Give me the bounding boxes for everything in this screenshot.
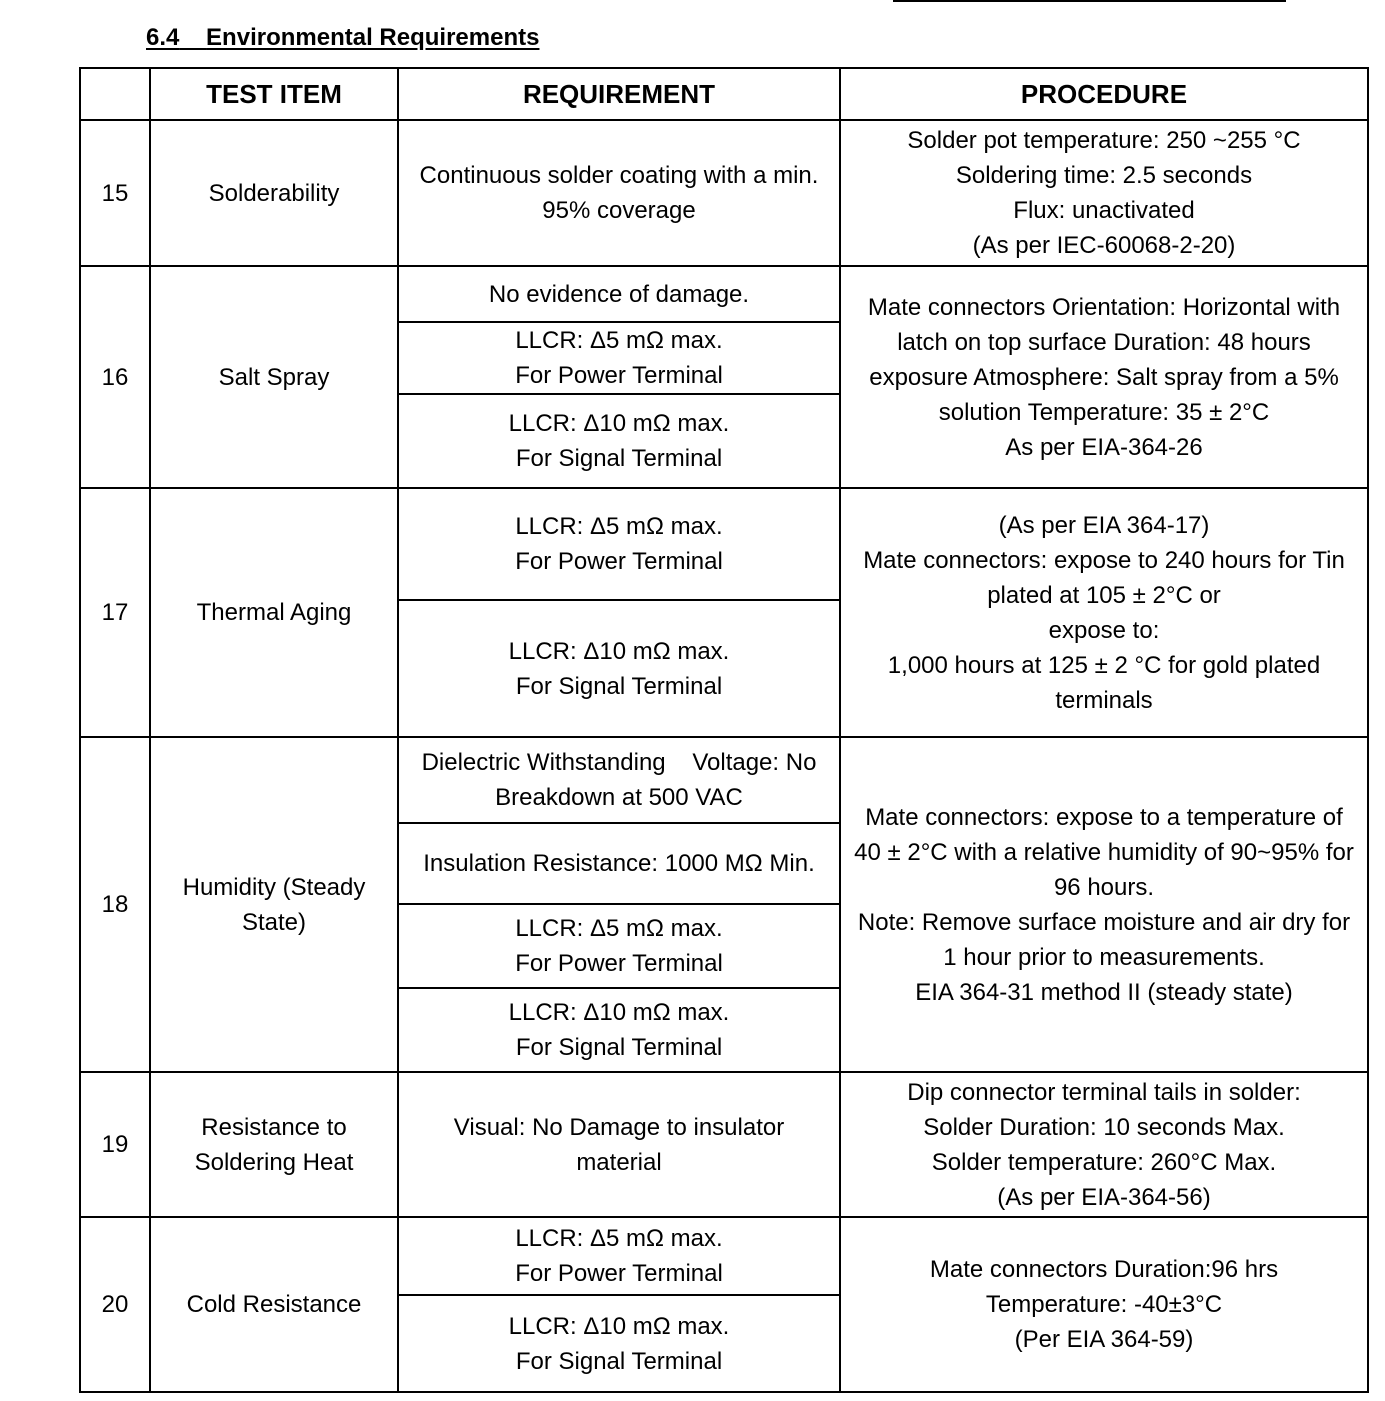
test-item: Thermal Aging: [150, 488, 398, 737]
requirement: LLCR: Δ5 mΩ max. For Power Terminal: [398, 904, 840, 988]
procedure: Mate connectors Duration:96 hrs Temperature: -40±3°C (Per EIA 364-59): [840, 1217, 1368, 1392]
header-requirement: REQUIREMENT: [398, 68, 840, 120]
table-row: [80, 1072, 1368, 1217]
procedure: Dip connector terminal tails in solder: Solder Duration: 10 seconds Max. Solder temperature: 260°C Max. (As per EIA-364-56): [840, 1072, 1368, 1217]
test-item: Solderability: [150, 120, 398, 266]
test-item: Resistance to Soldering Heat: [150, 1072, 398, 1217]
header-row: [80, 68, 1368, 120]
row-number: 18: [80, 737, 150, 1072]
header-test-item: TEST ITEM: [150, 68, 398, 120]
row-number: 20: [80, 1217, 150, 1392]
table-row: [80, 120, 1368, 266]
section-title-text: Environmental Requirements: [206, 24, 540, 51]
procedure: Mate connectors Orientation: Horizontal with latch on top surface Duration: 48 hours exposure Atmosphere: Salt spray from a 5% solution Temperature: 35 ± 2°C As per EIA-364-26: [840, 266, 1368, 488]
requirement: LLCR: Δ5 mΩ max. For Power Terminal: [398, 322, 840, 394]
section-title: [146, 24, 539, 52]
section-number: 6.4: [146, 24, 180, 51]
requirement: LLCR: Δ5 mΩ max. For Power Terminal: [398, 488, 840, 600]
requirement: Visual: No Damage to insulator material: [398, 1072, 840, 1217]
requirement: LLCR: Δ5 mΩ max. For Power Terminal: [398, 1217, 840, 1295]
test-item: Cold Resistance: [150, 1217, 398, 1392]
requirement: Continuous solder coating with a min. 95% coverage: [398, 120, 840, 266]
environmental-requirements-table: [79, 67, 1369, 1393]
requirement: LLCR: Δ10 mΩ max. For Signal Terminal: [398, 394, 840, 488]
procedure: (As per EIA 364-17) Mate connectors: expose to 240 hours for Tin plated at 105 ± 2°C or expose to: 1,000 hours at 125 ± 2 °C for gold plated terminals: [840, 488, 1368, 737]
requirement: LLCR: Δ10 mΩ max. For Signal Terminal: [398, 1295, 840, 1392]
top-rule: [893, 0, 1286, 2]
table-row: [80, 1217, 1368, 1295]
row-number: 15: [80, 120, 150, 266]
test-item: Humidity (Steady State): [150, 737, 398, 1072]
table-row: [80, 266, 1368, 322]
row-number: 17: [80, 488, 150, 737]
table-row: [80, 737, 1368, 823]
procedure: Mate connectors: expose to a temperature of 40 ± 2°C with a relative humidity of 90~95% for 96 hours. Note: Remove surface moisture and air dry for 1 hour prior to measurements. EIA 364-31 method II (steady state): [840, 737, 1368, 1072]
row-number: 19: [80, 1072, 150, 1217]
requirement: No evidence of damage.: [398, 266, 840, 322]
requirement: LLCR: Δ10 mΩ max. For Signal Terminal: [398, 600, 840, 737]
procedure: Solder pot temperature: 250 ~255 °C Soldering time: 2.5 seconds Flux: unactivated (As per IEC-60068-2-20): [840, 120, 1368, 266]
row-number: 16: [80, 266, 150, 488]
table-row: [80, 488, 1368, 600]
requirement: LLCR: Δ10 mΩ max. For Signal Terminal: [398, 988, 840, 1072]
requirement: Dielectric Withstanding Voltage: No Breakdown at 500 VAC: [398, 737, 840, 823]
test-item: Salt Spray: [150, 266, 398, 488]
header-no: [80, 68, 150, 120]
requirement: Insulation Resistance: 1000 MΩ Min.: [398, 823, 840, 904]
header-procedure: PROCEDURE: [840, 68, 1368, 120]
